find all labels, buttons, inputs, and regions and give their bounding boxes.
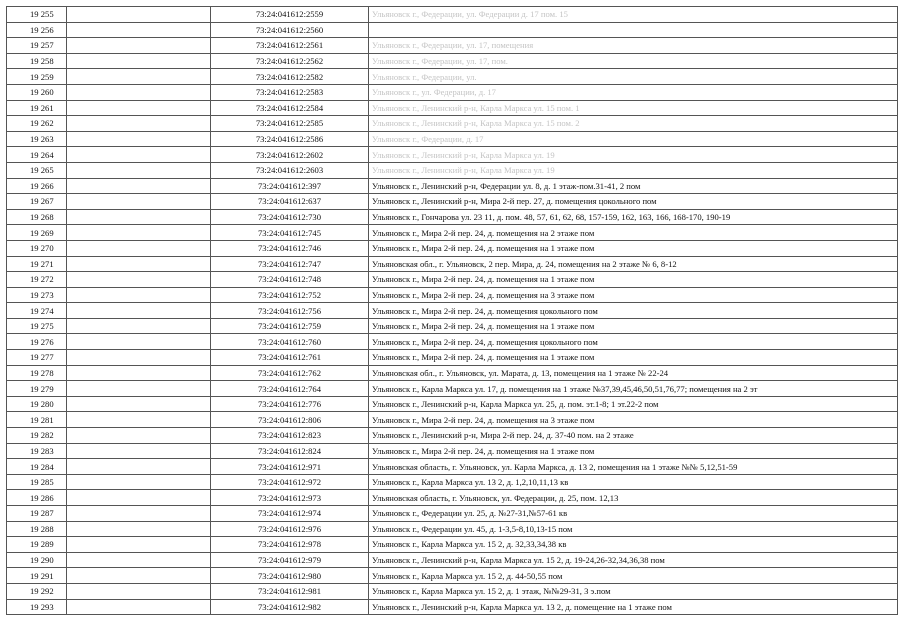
empty-cell [67,412,211,428]
empty-cell [67,428,211,444]
row-number-cell: 19 255 [7,7,67,23]
table-row [7,22,898,38]
address-cell: Ульяновск г., Ленинский р-н, Карла Маркса ул. 19 [369,147,898,163]
table-row [7,490,898,506]
empty-cell [67,178,211,194]
empty-cell [67,38,211,54]
address-cell: Ульяновск г., Мира 2-й пер. 24, д. помещения на 1 этаже пом [369,272,898,288]
cadastral-number-cell: 73:24:041612:776 [211,396,369,412]
cadastral-number-cell: 73:24:041612:2585 [211,116,369,132]
address-cell: Ульяновск г., Федерации ул. 25, д. №27-31,№57-61 кв [369,506,898,522]
row-number-cell: 19 257 [7,38,67,54]
address-cell: Ульяновск г., Карла Маркса ул. 15 2, д. 1 этаж, №№29-31, 3 э.пом [369,583,898,599]
cadastral-number-cell: 73:24:041612:637 [211,194,369,210]
cadastral-number-cell: 73:24:041612:761 [211,350,369,366]
row-number-cell: 19 280 [7,396,67,412]
address-cell: Ульяновск г., ул. Федерации, д. 17 [369,84,898,100]
cadastral-number-cell: 73:24:041612:2582 [211,69,369,85]
empty-cell [67,272,211,288]
cadastral-number-cell: 73:24:041612:973 [211,490,369,506]
row-number-cell: 19 287 [7,506,67,522]
empty-cell [67,599,211,615]
address-cell: Ульяновская обл., г. Ульяновск, 2 пер. Мира, д. 24, помещения на 2 этаже № 6, 8-12 [369,256,898,272]
row-number-cell: 19 279 [7,381,67,397]
empty-cell [67,100,211,116]
address-cell: Ульяновск г., Федерации, ул. Федерации д. 17 пом. 15 [369,7,898,23]
row-number-cell: 19 259 [7,69,67,85]
cadastral-number-cell: 73:24:041612:971 [211,459,369,475]
address-cell: Ульяновская обл., г. Ульяновск, ул. Марата, д. 13, помещения на 1 этаже № 22-24 [369,365,898,381]
table-row [7,583,898,599]
cadastral-number-cell: 73:24:041612:2602 [211,147,369,163]
address-cell: Ульяновск г., Федерации ул. 45, д. 1-3,5-8,10,13-15 пом [369,521,898,537]
address-cell: Ульяновск г., Мира 2-й пер. 24, д. помещения на 1 этаже пом [369,318,898,334]
cadastral-number-cell: 73:24:041612:2603 [211,162,369,178]
address-cell: Ульяновская область, г. Ульяновск, ул. Карла Маркса, д. 13 2, помещения на 1 этаже №№ 5,12,51-59 [369,459,898,475]
address-cell: Ульяновск г., Мира 2-й пер. 24, д. помещения на 1 этаже пом [369,240,898,256]
row-number-cell: 19 292 [7,583,67,599]
cadastral-number-cell: 73:24:041612:746 [211,240,369,256]
row-number-cell: 19 263 [7,131,67,147]
address-cell: Ульяновск г., Мира 2-й пер. 24, д. помещения на 2 этаже пом [369,225,898,241]
cadastral-number-cell: 73:24:041612:2562 [211,53,369,69]
table-row [7,303,898,319]
cadastral-number-cell: 73:24:041612:730 [211,209,369,225]
address-cell: Ульяновск г., Мира 2-й пер. 24, д. помещения на 3 этаже пом [369,287,898,303]
empty-cell [67,69,211,85]
cadastral-number-cell: 73:24:041612:981 [211,583,369,599]
cadastral-number-cell: 73:24:041612:974 [211,506,369,522]
row-number-cell: 19 260 [7,84,67,100]
row-number-cell: 19 286 [7,490,67,506]
table-row [7,209,898,225]
empty-cell [67,583,211,599]
row-number-cell: 19 269 [7,225,67,241]
row-number-cell: 19 281 [7,412,67,428]
address-cell: Ульяновск г., Мира 2-й пер. 24, д. помещения на 1 этаже пом [369,350,898,366]
table-row [7,474,898,490]
empty-cell [67,459,211,475]
table-row [7,225,898,241]
cadastral-number-cell: 73:24:041612:397 [211,178,369,194]
address-cell: Ульяновск г., Мира 2-й пер. 24, д. помещения на 3 этаже пом [369,412,898,428]
row-number-cell: 19 274 [7,303,67,319]
empty-cell [67,147,211,163]
table-row [7,459,898,475]
empty-cell [67,116,211,132]
address-cell: Ульяновск г., Ленинский р-н, Карла Маркса ул. 25, д. пом. эт.1-8; 1 эт.22-2 пом [369,396,898,412]
cadastral-number-cell: 73:24:041612:976 [211,521,369,537]
empty-cell [67,490,211,506]
table-row [7,256,898,272]
empty-cell [67,303,211,319]
address-cell: Ульяновск г., Ленинский р-н, Карла Маркса ул. 15 пом. 1 [369,100,898,116]
row-number-cell: 19 272 [7,272,67,288]
address-cell [369,22,898,38]
table-row [7,381,898,397]
row-number-cell: 19 290 [7,552,67,568]
table-row [7,240,898,256]
address-cell: Ульяновск г., Ленинский р-н, Карла Маркса ул. 13 2, д. помещение на 1 этаже пом [369,599,898,615]
table-row [7,69,898,85]
empty-cell [67,162,211,178]
table-row [7,194,898,210]
empty-cell [67,365,211,381]
row-number-cell: 19 271 [7,256,67,272]
row-number-cell: 19 293 [7,599,67,615]
empty-cell [67,474,211,490]
address-cell: Ульяновск г., Карла Маркса ул. 13 2, д. 1,2,10,11,13 кв [369,474,898,490]
row-number-cell: 19 283 [7,443,67,459]
row-number-cell: 19 258 [7,53,67,69]
empty-cell [67,194,211,210]
empty-cell [67,537,211,553]
table-row [7,116,898,132]
row-number-cell: 19 266 [7,178,67,194]
empty-cell [67,53,211,69]
cadastral-number-cell: 73:24:041612:982 [211,599,369,615]
table-row [7,162,898,178]
address-cell: Ульяновск г., Карла Маркса ул. 15 2, д. 44-50,55 пом [369,568,898,584]
address-cell: Ульяновск г., Федерации, д. 17 [369,131,898,147]
cadastral-number-cell: 73:24:041612:2584 [211,100,369,116]
table-row [7,100,898,116]
empty-cell [67,256,211,272]
address-cell: Ульяновск г., Карла Маркса ул. 17, д. помещения на 1 этаже №37,39,45,46,50,51,76,77; помещения на 2 эт [369,381,898,397]
row-number-cell: 19 277 [7,350,67,366]
row-number-cell: 19 261 [7,100,67,116]
address-cell: Ульяновск г., Ленинский р-н, Карла Маркса ул. 15 пом. 2 [369,116,898,132]
table-row [7,84,898,100]
property-registry-table [6,6,898,615]
cadastral-number-cell: 73:24:041612:747 [211,256,369,272]
address-cell: Ульяновск г., Ленинский р-н, Федерации ул. 8, д. 1 этаж-пом.31-41, 2 пом [369,178,898,194]
address-cell: Ульяновск г., Ленинский р-н, Карла Маркса ул. 19 [369,162,898,178]
table-row [7,318,898,334]
table-row [7,396,898,412]
table-row [7,178,898,194]
row-number-cell: 19 291 [7,568,67,584]
cadastral-number-cell: 73:24:041612:756 [211,303,369,319]
cadastral-number-cell: 73:24:041612:2586 [211,131,369,147]
empty-cell [67,334,211,350]
row-number-cell: 19 289 [7,537,67,553]
cadastral-number-cell: 73:24:041612:2583 [211,84,369,100]
row-number-cell: 19 288 [7,521,67,537]
table-row [7,506,898,522]
cadastral-number-cell: 73:24:041612:979 [211,552,369,568]
cadastral-number-cell: 73:24:041612:760 [211,334,369,350]
empty-cell [67,84,211,100]
table-body [7,7,898,615]
address-cell: Ульяновская область, г. Ульяновск, ул. Федерации, д. 25, пом. 12,13 [369,490,898,506]
table-row [7,38,898,54]
table-row [7,443,898,459]
row-number-cell: 19 256 [7,22,67,38]
table-row [7,287,898,303]
table-row [7,521,898,537]
row-number-cell: 19 278 [7,365,67,381]
row-number-cell: 19 276 [7,334,67,350]
row-number-cell: 19 284 [7,459,67,475]
address-cell: Ульяновск г., Ленинский р-н, Мира 2-й пер. 24, д. 37-40 пом. на 2 этаже [369,428,898,444]
table-row [7,350,898,366]
cadastral-number-cell: 73:24:041612:762 [211,365,369,381]
address-cell: Ульяновск г., Мира 2-й пер. 24, д. помещения цокольного пом [369,334,898,350]
row-number-cell: 19 262 [7,116,67,132]
address-cell: Ульяновск г., Мира 2-й пер. 24, д. помещения на 1 этаже пом [369,443,898,459]
address-cell: Ульяновск г., Мира 2-й пер. 24, д. помещения цокольного пом [369,303,898,319]
row-number-cell: 19 285 [7,474,67,490]
address-cell: Ульяновск г., Ленинский р-н, Карла Маркса ул. 15 2, д. 19-24,26-32,34,36,38 пом [369,552,898,568]
empty-cell [67,350,211,366]
empty-cell [67,568,211,584]
cadastral-number-cell: 73:24:041612:824 [211,443,369,459]
empty-cell [67,443,211,459]
cadastral-number-cell: 73:24:041612:972 [211,474,369,490]
empty-cell [67,318,211,334]
row-number-cell: 19 264 [7,147,67,163]
table-row [7,599,898,615]
address-cell: Ульяновск г., Федерации, ул. [369,69,898,85]
empty-cell [67,131,211,147]
cadastral-number-cell: 73:24:041612:748 [211,272,369,288]
empty-cell [67,381,211,397]
cadastral-number-cell: 73:24:041612:759 [211,318,369,334]
table-row [7,272,898,288]
row-number-cell: 19 275 [7,318,67,334]
row-number-cell: 19 282 [7,428,67,444]
empty-cell [67,552,211,568]
address-cell: Ульяновск г., Федерации, ул. 17, помещения [369,38,898,54]
table-row [7,552,898,568]
cadastral-number-cell: 73:24:041612:823 [211,428,369,444]
empty-cell [67,240,211,256]
row-number-cell: 19 265 [7,162,67,178]
address-cell: Ульяновск г., Федерации, ул. 17, пом. [369,53,898,69]
cadastral-number-cell: 73:24:041612:806 [211,412,369,428]
cadastral-number-cell: 73:24:041612:745 [211,225,369,241]
table-row [7,131,898,147]
row-number-cell: 19 273 [7,287,67,303]
table-row [7,428,898,444]
table-row [7,334,898,350]
table-row [7,147,898,163]
address-cell: Ульяновск г., Гончарова ул. 23 11, д. пом. 48, 57, 61, 62, 68, 157-159, 162, 163, 166, 168-170, 190-19 [369,209,898,225]
address-cell: Ульяновск г., Ленинский р-н, Мира 2-й пер. 27, д. помещения цокольного пом [369,194,898,210]
cadastral-number-cell: 73:24:041612:2559 [211,7,369,23]
cadastral-number-cell: 73:24:041612:978 [211,537,369,553]
address-cell: Ульяновск г., Карла Маркса ул. 15 2, д. 32,33,34,38 кв [369,537,898,553]
cadastral-number-cell: 73:24:041612:752 [211,287,369,303]
table-row [7,7,898,23]
empty-cell [67,209,211,225]
table-row [7,568,898,584]
empty-cell [67,396,211,412]
cadastral-number-cell: 73:24:041612:764 [211,381,369,397]
empty-cell [67,22,211,38]
registry-sheet [6,6,897,615]
cadastral-number-cell: 73:24:041612:980 [211,568,369,584]
table-row [7,53,898,69]
table-row [7,537,898,553]
cadastral-number-cell: 73:24:041612:2560 [211,22,369,38]
row-number-cell: 19 270 [7,240,67,256]
empty-cell [67,521,211,537]
empty-cell [67,287,211,303]
row-number-cell: 19 268 [7,209,67,225]
row-number-cell: 19 267 [7,194,67,210]
empty-cell [67,7,211,23]
table-row [7,365,898,381]
table-row [7,412,898,428]
cadastral-number-cell: 73:24:041612:2561 [211,38,369,54]
empty-cell [67,506,211,522]
empty-cell [67,225,211,241]
